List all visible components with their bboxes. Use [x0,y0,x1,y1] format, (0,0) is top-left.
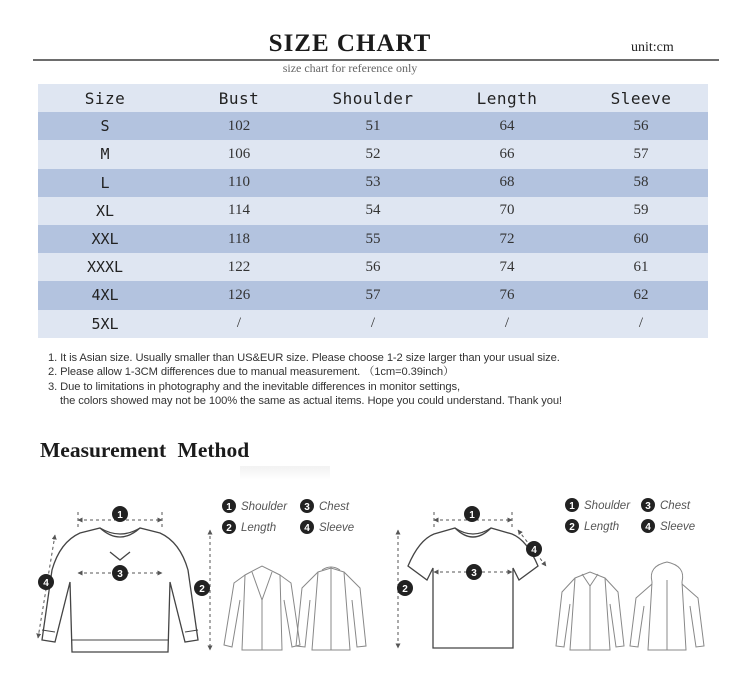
column-header: Bust [218,88,260,108]
legend-number: 3 [645,501,651,512]
tshirt-measure-lines [398,512,546,648]
marker-number: 4 [531,545,537,556]
legend-right [565,498,695,533]
legend-number: 2 [569,522,575,533]
table-cell: / [236,315,242,332]
legend-number: 3 [304,502,310,513]
table-cell: 55 [365,230,381,247]
table-cell: L [100,173,110,192]
table-cell: 52 [365,145,381,162]
sweater-collar [100,528,140,537]
table-cell: 54 [365,202,381,219]
legend-chest: Chest [660,500,691,512]
marker-number: 2 [402,584,408,595]
note-line: 2. Please allow 1-3CM differences due to manual measurement. （1cm=0.39inch） [48,366,455,379]
column-header: Sleeve [610,88,672,108]
note-line: the colors showed may not be 100% the same as actual items. Hope you could understand. Thank you! [48,394,562,407]
tshirt-collar [455,528,491,537]
shirt-sketch [556,572,624,650]
table-cell: 72 [499,230,515,247]
tshirt-markers [397,506,542,596]
table-cell: XXL [91,230,119,249]
marker-number: 3 [471,568,477,579]
table-cell: S [100,117,110,136]
table-cell: / [504,315,510,332]
table-cell: 56 [365,258,381,275]
table-cell: 126 [227,286,251,303]
sweater-chest-mark [110,552,130,560]
measurement-title: Measurement Method [40,438,250,462]
legend-sleeve: Sleeve [660,521,696,533]
column-header: Shoulder [332,88,414,108]
legend-number: 2 [226,523,232,534]
page-title: SIZE CHART [268,30,432,57]
jacket-sketch [296,567,366,650]
table-cell: 66 [499,145,515,162]
note-line: 3. Due to limitations in photography and the inevitable differences in monitor settings, [48,380,461,393]
table-cell: 61 [633,258,649,275]
tshirt-outline [408,528,538,648]
marker-number: 2 [199,584,205,595]
tshirt-diagram [408,528,538,648]
table-cell: 114 [228,202,250,219]
page-subtitle: size chart for reference only [282,61,418,75]
table-cell: XXXL [86,258,124,277]
table-cell: 60 [633,230,649,247]
table-cell: 5XL [91,314,119,333]
legend-shoulder: Shoulder [584,500,631,512]
unit-label: unit:cm [631,40,674,55]
legend-number: 1 [226,502,232,513]
table-cell: 51 [365,117,381,134]
sweater-markers [38,506,210,596]
table-cell: M [100,145,110,164]
legend-length: Length [584,521,620,533]
legend-length: Length [241,522,277,534]
table-cell: 118 [228,230,250,247]
table-cell: 110 [228,174,250,191]
marker-number: 1 [117,510,123,521]
table-cell: 102 [227,117,251,134]
marker-number: 3 [117,569,123,580]
table-cell: 122 [227,258,251,275]
legend-left [222,499,354,534]
table-cell: 68 [499,174,515,191]
table-cell: / [370,315,376,332]
legend-sleeve: Sleeve [319,522,355,534]
table-cell: 57 [365,286,381,303]
table-cell: 70 [499,202,515,219]
table-cell: XL [95,201,115,220]
table-cell: 4XL [91,286,119,305]
sweater-diagram [42,528,198,652]
table-cell: 56 [633,117,649,134]
blazer-sketch [224,566,300,650]
marker-number: 4 [43,578,49,589]
legend-number: 4 [645,522,651,533]
column-header: Size [84,88,126,108]
legend-number: 1 [569,501,575,512]
hoodie-sketch [630,562,704,650]
table-cell: 76 [499,286,515,303]
legend-shoulder: Shoulder [241,501,288,513]
table-cell: 106 [227,145,251,162]
table-cell: 59 [633,202,649,219]
table-cell: 62 [633,286,649,303]
note-line: 1. It is Asian size. Usually smaller than US&EUR size. Please choose 1-2 size larger than your usual size. [48,352,560,364]
marker-number: 1 [469,510,475,521]
table-cell: 53 [365,174,381,191]
table-cell: / [638,315,644,332]
table-cell: 57 [633,145,649,162]
table-cell: 58 [633,174,649,191]
table-cell: 74 [499,258,515,275]
column-header: Length [476,88,538,108]
table-cell: 64 [499,117,515,134]
sweater-measure-lines [38,512,210,650]
legend-chest: Chest [319,501,350,513]
sweater-outline [42,528,198,652]
legend-number: 4 [304,523,310,534]
